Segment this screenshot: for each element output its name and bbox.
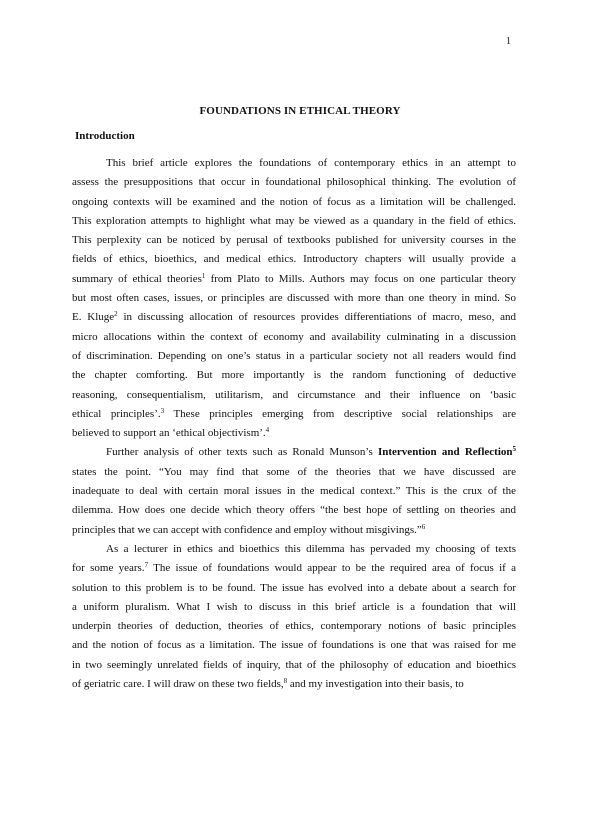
paragraph-line [72,617,516,636]
paragraph-line [72,289,516,308]
footnote-marker: 1 [201,271,206,280]
text-run: but most often cases, issues, or principles are discussed with more than one theory in mind. So [72,292,516,305]
text-run: from Plato to Mills. Authors may focus on one particular theory [205,272,516,285]
paragraph-line [72,154,516,173]
text-run: for some years. [72,562,145,575]
text-run: Intervention and Reflection [377,446,513,459]
footnote-marker: 4 [265,426,270,435]
paragraph-line [72,270,516,289]
footnote-marker: 6 [421,522,426,531]
paragraph-line [72,579,516,598]
paragraph-line [72,521,516,540]
page-number: 1 [506,36,511,47]
text-run: underpin theories of deduction, theories of ethics, contemporary notions of basic principles [72,620,516,633]
body-text [72,154,516,694]
text-run: summary of ethical theories [72,272,202,285]
paragraph-line [72,308,516,327]
text-run: in two seemingly unrelated fields of inquiry, that of the philosophy of education and bioethics [72,658,516,671]
footnote-marker: 7 [144,561,149,570]
paragraph-line [72,173,516,192]
paragraph-line [72,328,516,347]
paragraph-line [72,482,516,501]
paragraph-line [72,656,516,675]
footnote-marker: 2 [114,310,118,319]
text-run: ongoing contexts will be examined and the notion of focus as a limitation will be challenged. [72,195,516,208]
text-run: fields of ethics, bioethics, and medical ethics. Introductory chapters will usually provide a [72,253,516,266]
text-run: These principles emerging from descriptive social relationships are [164,407,516,420]
footnote-marker: 3 [160,406,165,415]
footnote-marker: 8 [283,677,288,686]
paragraph-line [72,559,516,578]
text-run: states the point. “You may find that some of the theories that we have discussed are [72,465,516,478]
paragraph-line [72,443,516,462]
paragraph-line [72,598,516,617]
paragraph-line [72,193,516,212]
paragraph-line [72,501,516,520]
text-run: the chapter comforting. But more importantly is the random functioning of deductive [72,369,516,382]
document-title: FOUNDATIONS IN ETHICAL THEORY [199,105,401,117]
text-run: of geriatric care. I will draw on these two fields, [72,678,284,691]
paragraph-line [72,212,516,231]
paragraph-line [72,675,516,694]
text-run: This exploration attempts to highlight what may be viewed as a quandary in the field of ethics. [72,214,516,227]
paragraph-line [72,463,516,482]
text-run: As a lecturer in ethics and bioethics this dilemma has pervaded my choosing of texts [106,542,516,555]
text-run: and my investigation into their basis, to [287,678,464,691]
section-heading: Introduction [75,130,135,142]
paragraph-line [72,250,516,269]
paragraph-line [72,405,516,424]
paragraph-line [72,347,516,366]
text-run: in discussing allocation of resources provides differentiations of macro, meso, and [117,311,516,324]
text-run: solution to this problem is to be found. The issue has evolved into a debate about a search for [72,581,516,594]
text-run: This brief article explores the foundations of contemporary ethics in an attempt to [106,157,516,169]
footnote-marker: 5 [512,445,516,454]
text-run: of discrimination. Depending on one’s status in a particular society not all readers would find [72,349,516,362]
text-run: The issue of foundations would appear to be the required area of focus if a [148,562,516,575]
paragraph-line [72,540,516,559]
text-run: and the notion of focus as a limitation. The issue of foundations is one that was raised for me [72,639,516,652]
text-run: Further analysis of other texts such as Ronald Munson’s [106,446,378,459]
text-run: E. Kluge [72,311,115,324]
paragraph-line [72,424,516,443]
paragraph-line [72,231,516,250]
text-run: inadequate to deal with certain moral issues in the medical context.” This is the crux of the [72,485,516,498]
text-run: principles that we can accept with confidence and employ without misgivings.” [72,523,422,536]
text-run: assess the presuppositions that occur in foundational philosophical thinking. The evolution of [72,176,516,189]
paragraph-line [72,386,516,405]
text-run: a uniform pluralism. What I wish to discuss in this brief article is a foundation that will [72,600,516,613]
text-run: dilemma. How does one decide which theory offers “the best hope of settling on theories and [72,504,516,517]
text-run: reasoning, consequentialism, utilitarism, and circumstance and their influence on ‘basic [72,388,516,401]
paragraph-line [72,636,516,655]
text-run: ethical principles’. [72,407,161,420]
text-run: micro allocations within the context of economy and availability culminating in a discussion [72,330,516,343]
paragraph-line [72,366,516,385]
text-run: believed to support an ‘ethical objectivism’. [72,427,266,440]
text-run: This perplexity can be noticed by perusal of textbooks published for university courses in the [72,234,516,247]
